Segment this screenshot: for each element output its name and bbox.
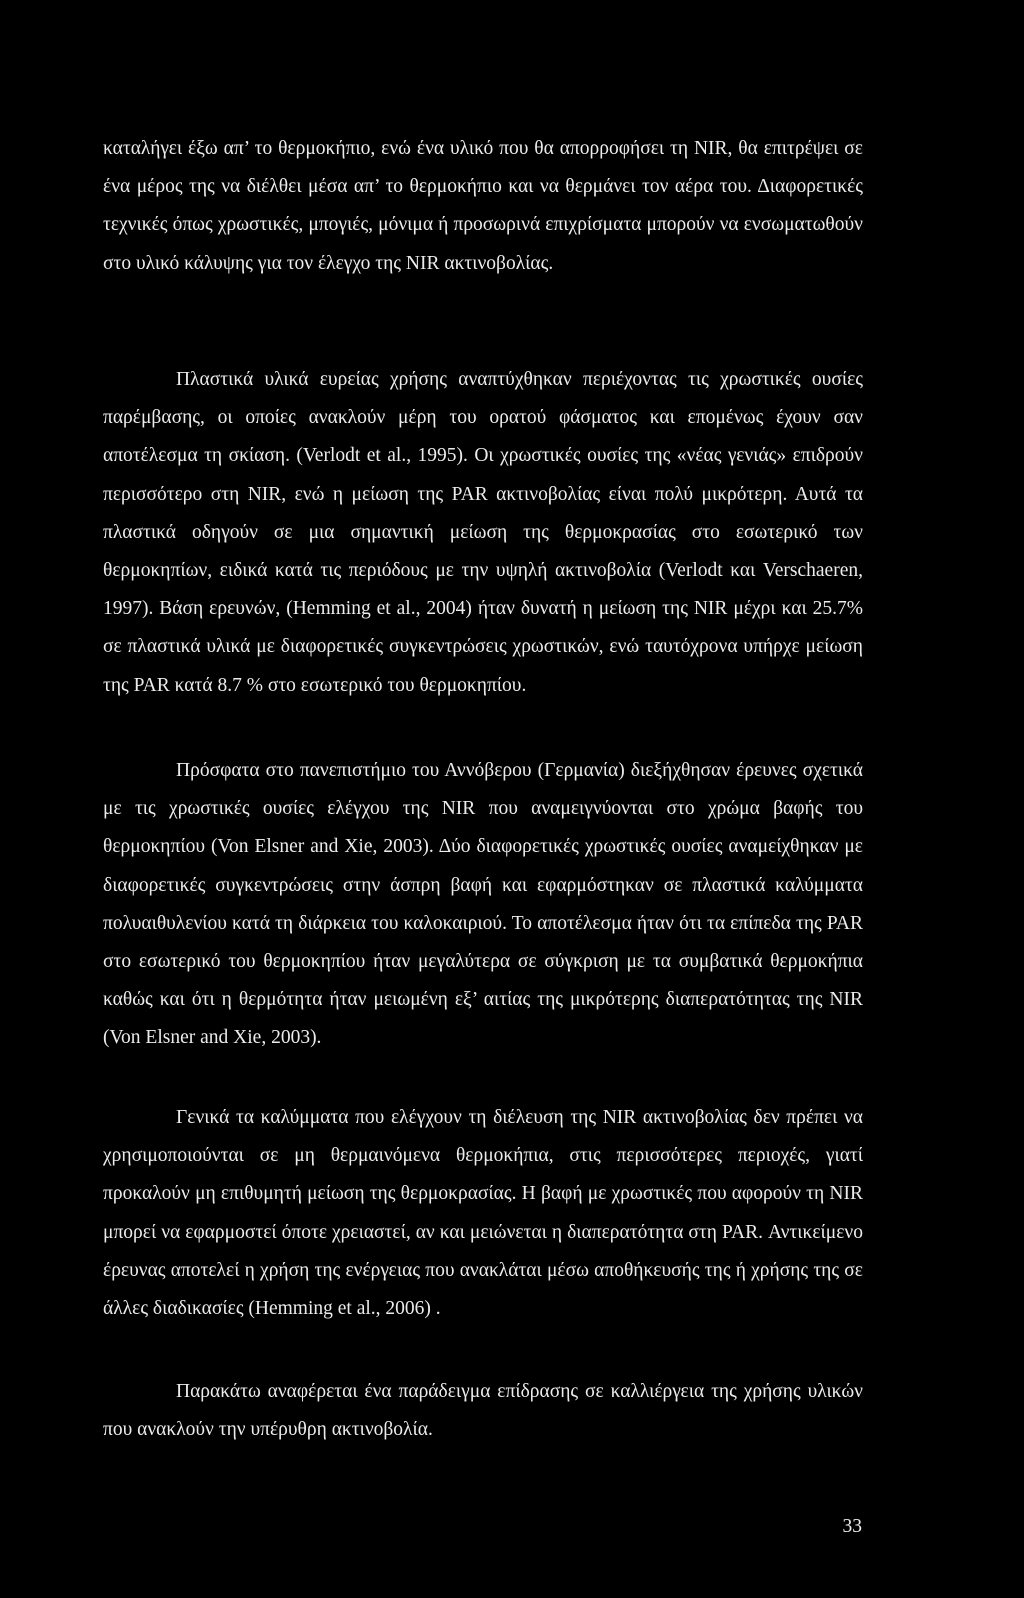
paragraph-4: Γενικά τα καλύμματα που ελέγχουν τη διέλευση της NIR ακτινοβολίας δεν πρέπει να χρησιμοποιούνται σε μη θερμαινόμενα θερμοκήπια, στις περισσότερες περιοχές, γιατί προκαλούν μη επιθυμητή μείωση της θερμοκρασίας. Η βαφή με χρωστικές που αφορούν τη NIR μπορεί να εφαρμοστεί όποτε χρειαστεί, αν και μειώνεται η διαπερατότητα στη PAR. Αντικείμενο έρευνας αποτελεί η χρήση της ενέργειας που ανακλάται μέσω αποθήκευσής της ή χρήσης της σε άλλες διαδικασίες (Hemming et al., 2006) .: [103, 1107, 863, 1320]
paragraph-1: καταλήγει έξω απ’ το θερμοκήπιο, ενώ ένα υλικό που θα απορροφήσει τη NIR, θα επιτρέψει σε ένα μέρος της να διέλθει μέσα απ’ το θερμοκήπιο και να θερμάνει τον αέρα του. Διαφορετικές τεχνικές όπως χρωστικές, μπογιές, μόνιμα ή προσωρινά επιχρίσματα μπορούν να ενσωματωθούν στο υλικό κάλυψης για τον έλεγχο της NIR ακτινοβολίας.: [103, 138, 863, 274]
paragraph-2: Πλαστικά υλικά ευρείας χρήσης αναπτύχθηκαν περιέχοντας τις χρωστικές ουσίες παρέμβασης, οι οποίες ανακλούν μέρη του ορατού φάσματος και επομένως έχουν σαν αποτέλεσμα τη σκίαση. (Verlodt et al., 1995). Οι χρωστικές ουσίες της «νέας γενιάς» επιδρούν περισσότερο στη NIR, ενώ η μείωση της PAR ακτινοβολίας είναι πολύ μικρότερη. Αυτά τα πλαστικά οδηγούν σε μια σημαντική μείωση της θερμοκρασίας στο εσωτερικό των θερμοκηπίων, ειδικά κατά τις περιόδους με την υψηλή ακτινοβολία (Verlodt και Verschaeren, 1997). Βάση ερευνών, (Hemming et al., 2004) ήταν δυνατή η μείωση της NIR μέχρι και 25.7% σε πλαστικά υλικά με διαφορετικές συγκεντρώσεις χρωστικών, ενώ ταυτόχρονα υπήρχε μείωση της PAR κατά 8.7 % στο εσωτερικό του θερμοκηπίου.: [103, 369, 863, 696]
page-number: 33: [842, 1516, 862, 1537]
paragraph-5: Παρακάτω αναφέρεται ένα παράδειγμα επίδρασης σε καλλιέργεια της χρήσης υλικών που ανακλούν την υπέρυθρη ακτινοβολία.: [103, 1381, 863, 1441]
paragraph-3: Πρόσφατα στο πανεπιστήμιο του Αννόβερου (Γερμανία) διεξήχθησαν έρευνες σχετικά με τις χρωστικές ουσίες ελέγχου της NIR που αναμειγνύονται στο χρώμα βαφής του θερμοκηπίου (Von Elsner and Xie, 2003). Δύο διαφορετικές χρωστικές ουσίες αναμείχθηκαν με διαφορετικές συγκεντρώσεις στην άσπρη βαφή και εφαρμόστηκαν σε πλαστικά καλύμματα πολυαιθυλενίου κατά τη διάρκεια του καλοκαιριού. Το αποτέλεσμα ήταν ότι τα επίπεδα της PAR στο εσωτερικό του θερμοκηπίου ήταν μεγαλύτερα σε σύγκριση με τα συμβατικά θερμοκήπια καθώς και ότι η θερμότητα ήταν μειωμένη εξ’ αιτίας της μικρότερης διαπερατότητας της NIR (Von Elsner and Xie, 2003).: [103, 760, 863, 1049]
